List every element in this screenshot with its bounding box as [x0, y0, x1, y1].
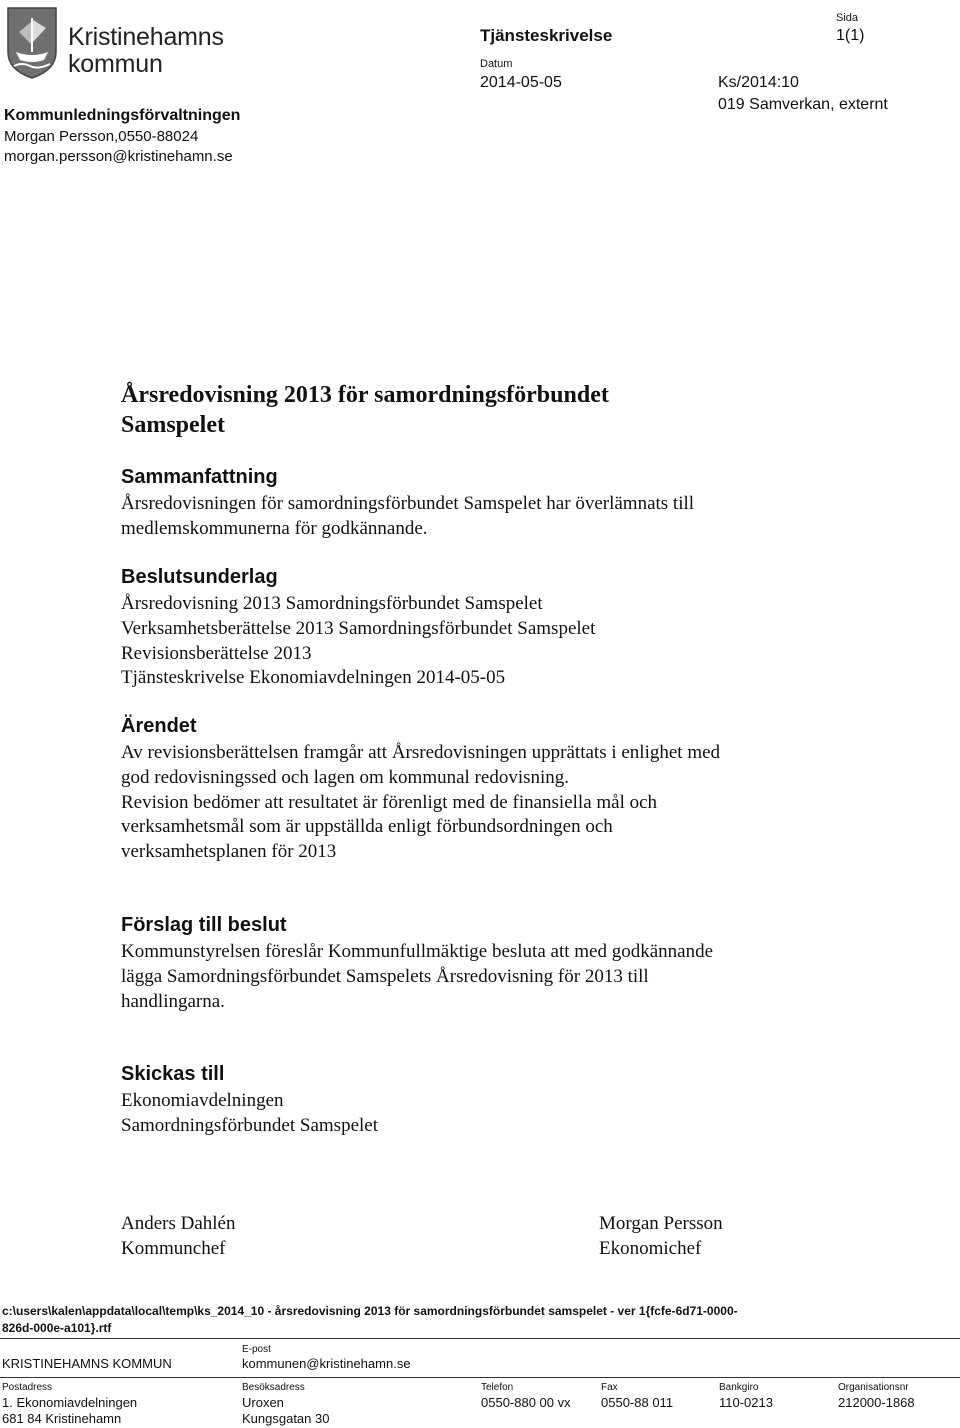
footer-orgnr-label: Organisationsnr	[838, 1382, 909, 1393]
contact-name-phone: Morgan Persson,0550-88024	[4, 128, 199, 145]
org-wordmark-line2: kommun	[68, 50, 163, 78]
case-category: 019 Samverkan, externt	[718, 96, 888, 113]
signature-right-name: Morgan Persson	[599, 1213, 723, 1234]
kristinehamn-crest-logo	[6, 6, 58, 80]
footer-fax-label: Fax	[601, 1382, 618, 1393]
date-label: Datum	[480, 58, 513, 70]
footer-email-label: E-post	[242, 1344, 271, 1355]
footer-bankgiro-label: Bankgiro	[719, 1382, 759, 1393]
matter-heading: Ärendet	[121, 715, 197, 737]
send-to-list	[121, 1089, 821, 1139]
basis-item: Verksamhetsberättelse 2013 Samordningsförbundet Samspelet	[121, 617, 596, 639]
recipient: Samordningsförbundet Samspelet	[121, 1114, 378, 1136]
proposal-heading: Förslag till beslut	[121, 914, 287, 936]
recipient: Ekonomiavdelningen	[121, 1090, 284, 1111]
department-name: Kommunledningsförvaltningen	[4, 107, 241, 124]
matter-line: verksamhetsmål som är uppställda enligt förbundsordningen och	[121, 816, 613, 838]
summary-line: medlemskommunerna för godkännande.	[121, 517, 428, 539]
basis-list	[121, 592, 821, 691]
proposal-line: handlingarna.	[121, 990, 225, 1012]
footer-fax: 0550-88 011	[601, 1395, 674, 1410]
footer-visit-line2: Kungsgatan 30	[242, 1411, 330, 1426]
page-title-line2: Samspelet	[121, 412, 225, 438]
send-to-heading: Skickas till	[121, 1063, 225, 1085]
footer-bankgiro: 110-0213	[719, 1395, 773, 1410]
page-title-line1: Årsredovisning 2013 för samordningsförbundet	[121, 382, 609, 408]
signature-left	[121, 1212, 236, 1262]
file-path	[2, 1303, 802, 1337]
footer-visit-label: Besöksadress	[242, 1382, 305, 1393]
signature-left-title: Kommunchef	[121, 1237, 226, 1259]
page-title	[121, 380, 821, 440]
page-number: 1(1)	[836, 27, 865, 44]
footer-email: kommunen@kristinehamn.se	[242, 1356, 411, 1371]
summary-text	[121, 492, 821, 542]
summary-heading: Sammanfattning	[121, 466, 278, 488]
contact-email: morgan.persson@kristinehamn.se	[4, 148, 233, 165]
matter-line: god redovisningssed och lagen om kommunal redovisning.	[121, 766, 570, 788]
proposal-line: lägga Samordningsförbundet Samspelets Årsredovisning för 2013 till	[121, 965, 649, 987]
proposal-text	[121, 940, 821, 1014]
footer-divider-2	[0, 1377, 960, 1378]
footer-phone: 0550-880 00 vx	[481, 1395, 571, 1410]
page-label: Sida	[836, 12, 859, 24]
footer-org-name: KRISTINEHAMNS KOMMUN	[2, 1356, 172, 1371]
footer-visit-line1: Uroxen	[242, 1395, 284, 1410]
signature-right	[599, 1212, 723, 1262]
footer-postal-label: Postadress	[2, 1382, 53, 1393]
basis-item: Tjänsteskrivelse Ekonomiavdelningen 2014-05-05	[121, 667, 506, 689]
document-type: Tjänsteskrivelse	[480, 26, 613, 45]
basis-item: Årsredovisning 2013 Samordningsförbundet Samspelet	[121, 593, 543, 614]
org-wordmark-line1: Kristinehamns	[68, 23, 224, 51]
proposal-line: Kommunstyrelsen föreslår Kommunfullmäktige besluta att med godkännande	[121, 941, 714, 962]
signature-right-title: Ekonomichef	[599, 1237, 702, 1259]
basis-heading: Beslutsunderlag	[121, 566, 278, 588]
document-date: 2014-05-05	[480, 74, 562, 91]
footer-postal-line1: 1. Ekonomiavdelningen	[2, 1395, 138, 1410]
org-wordmark	[68, 24, 224, 78]
summary-line: Årsredovisningen för samordningsförbundet Samspelet har överlämnats till	[121, 493, 695, 514]
footer-divider	[0, 1338, 960, 1339]
footer-postal-line2: 681 84 Kristinehamn	[2, 1411, 122, 1426]
matter-line: Revision bedömer att resultatet är förenligt med de finansiella mål och	[121, 791, 658, 813]
case-number: Ks/2014:10	[718, 74, 799, 91]
matter-line: Av revisionsberättelsen framgår att Årsredovisningen upprättats i enlighet med	[121, 742, 721, 763]
file-path-line1: c:\users\kalen\appdata\local\temp\ks_2014_10 - årsredovisning 2013 för samordningsförbundet samspelet - ver 1{fcfe-6d71-0000-	[2, 1304, 738, 1318]
footer-orgnr: 212000-1868	[838, 1395, 915, 1410]
matter-line: verksamhetsplanen för 2013	[121, 841, 337, 863]
matter-text	[121, 741, 821, 865]
file-path-line2: 826d-000e-a101}.rtf	[2, 1321, 112, 1335]
basis-item: Revisionsberättelse 2013	[121, 642, 312, 664]
signature-left-name: Anders Dahlén	[121, 1213, 236, 1234]
footer-phone-label: Telefon	[481, 1382, 514, 1393]
